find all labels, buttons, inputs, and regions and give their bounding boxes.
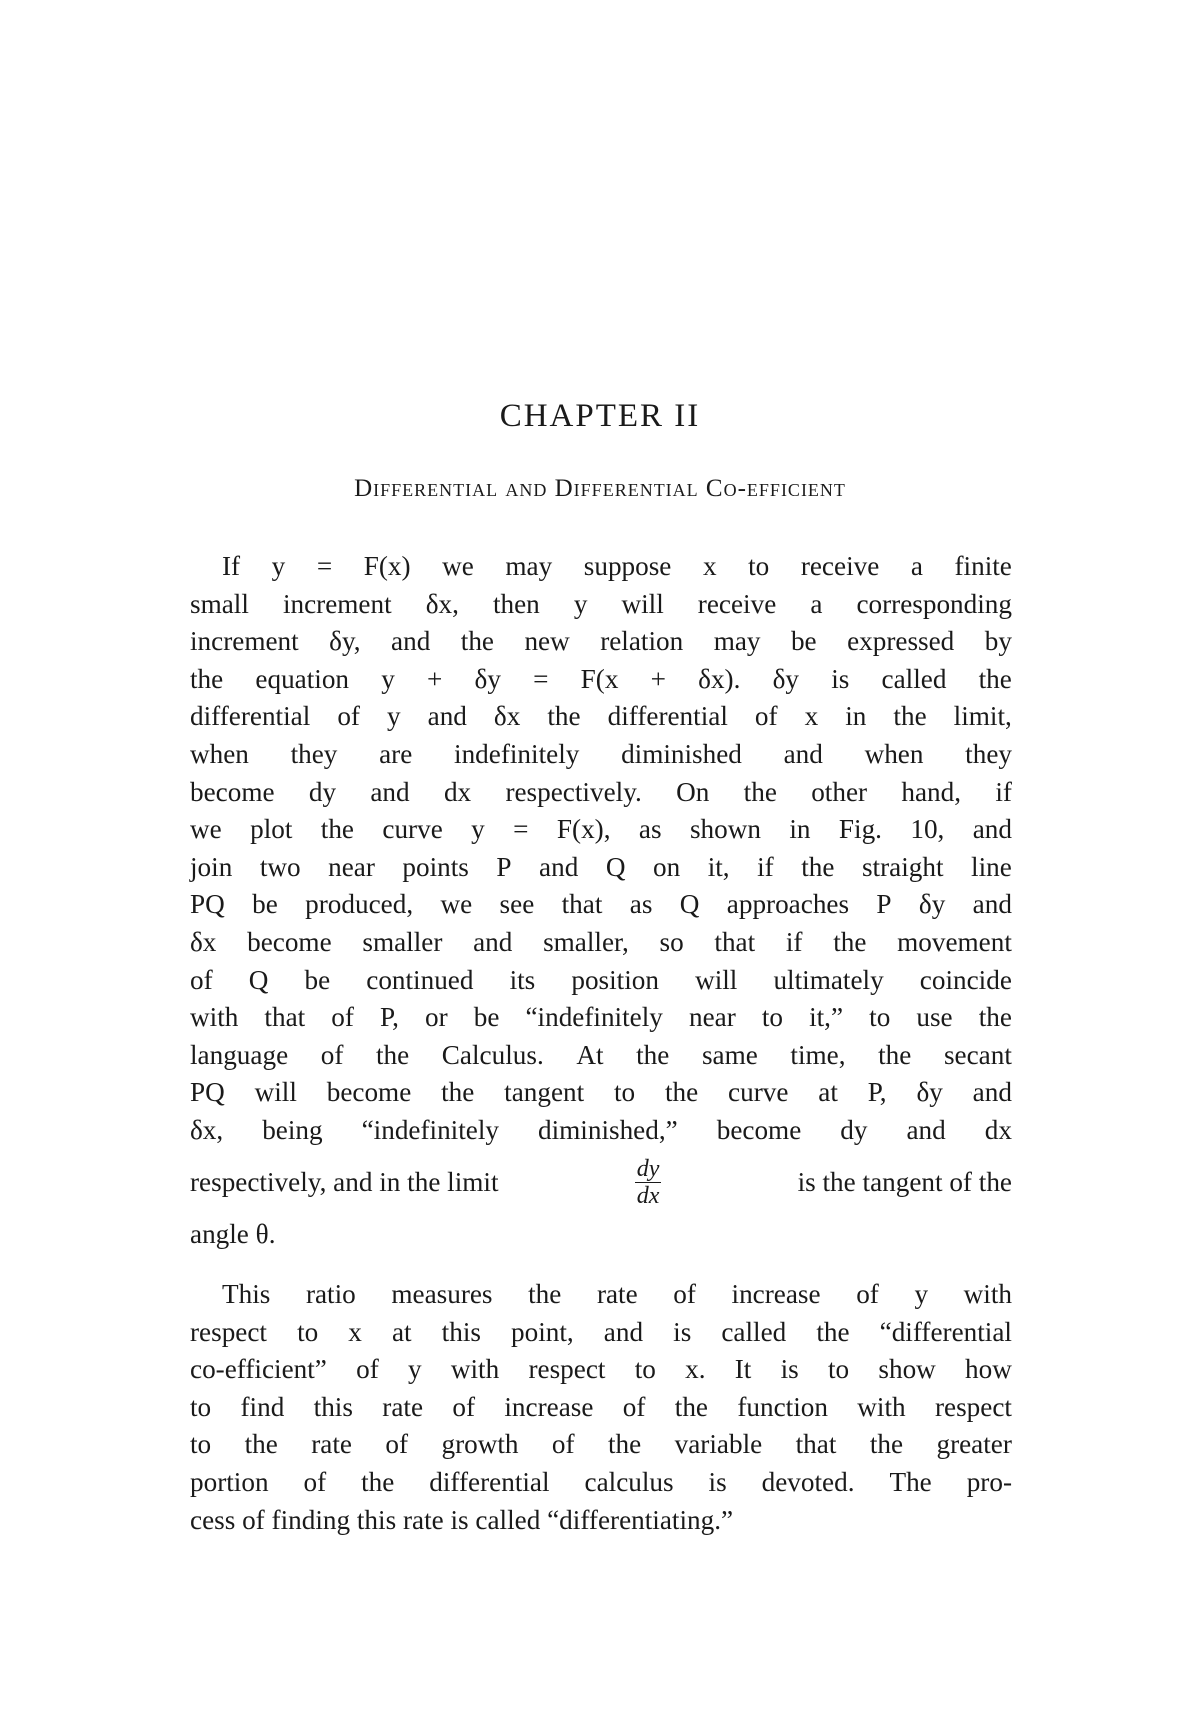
word: “differential: [879, 1316, 1012, 1347]
word: the: [636, 1039, 670, 1070]
word: that: [714, 926, 756, 957]
word: dx: [443, 776, 472, 807]
word: increase: [731, 1279, 821, 1309]
word: coincide: [919, 964, 1012, 995]
word: curve: [382, 814, 443, 845]
word: rate: [311, 1429, 352, 1460]
word: near: [688, 1002, 736, 1033]
word: and: [972, 814, 1012, 845]
word: small: [190, 588, 249, 619]
word: At: [576, 1039, 604, 1070]
word: of: [551, 1429, 575, 1460]
word: the: [375, 1039, 410, 1070]
word: Fig.: [838, 814, 882, 845]
text-line: [190, 1426, 1012, 1464]
limit-line-before: respectively, and in the limit: [190, 1166, 499, 1197]
text-line: [190, 1389, 1012, 1427]
word: and: [603, 1316, 644, 1347]
text-line: [190, 1037, 1012, 1075]
word: on: [652, 851, 681, 882]
word: of: [331, 1002, 354, 1033]
word: of: [356, 1354, 379, 1385]
word: the: [528, 1279, 562, 1309]
word: rate: [596, 1279, 638, 1309]
word: variable: [674, 1429, 763, 1460]
word: calculus: [584, 1466, 674, 1497]
word: of: [303, 1466, 327, 1497]
text-line-last: cess of finding this rate is called “differentiating.”: [190, 1504, 734, 1535]
word: increase: [504, 1391, 594, 1422]
word: of: [622, 1391, 646, 1422]
word: the: [664, 1077, 699, 1108]
text-line: [190, 886, 1012, 924]
text-line: [190, 1276, 1012, 1314]
word: Q: [679, 889, 700, 920]
word: the: [244, 1429, 278, 1460]
word: the: [816, 1316, 850, 1347]
word: “indefinitely: [361, 1114, 500, 1145]
word: may: [505, 551, 553, 581]
word: ultimately: [773, 964, 884, 995]
text-line: [190, 586, 1012, 624]
word: Calculus.: [441, 1039, 544, 1070]
word: called: [881, 663, 947, 694]
text-line: [190, 661, 1012, 699]
word: limit,: [953, 701, 1012, 732]
word: or: [425, 1002, 448, 1033]
word: y: [573, 588, 588, 619]
word: they: [965, 738, 1012, 769]
word: respect: [190, 1316, 267, 1347]
word: be: [252, 889, 278, 920]
text-line: [190, 1464, 1012, 1502]
chapter-subtitle: Differential and Differential Co-efficient: [354, 475, 846, 502]
word: be: [790, 626, 817, 657]
word: If: [222, 551, 241, 581]
word: Q: [605, 851, 626, 882]
word: It: [734, 1354, 752, 1385]
word: at: [391, 1316, 412, 1347]
word: and: [427, 701, 467, 732]
text-line: [190, 849, 1012, 887]
word: δy: [474, 663, 501, 694]
text-line: [190, 924, 1012, 962]
word: F(x): [363, 551, 411, 581]
word: x.: [685, 1354, 706, 1385]
word: “indefinitely: [525, 1002, 663, 1033]
word: in: [845, 701, 867, 732]
word: dy: [840, 1114, 868, 1145]
word: P: [496, 851, 512, 882]
word: other: [811, 776, 868, 807]
word: of: [337, 701, 360, 732]
word: diminished: [621, 738, 742, 769]
word: be: [304, 964, 331, 995]
word: the: [978, 663, 1012, 694]
word: dy: [308, 776, 337, 807]
word: to: [297, 1316, 319, 1347]
word: the: [674, 1391, 708, 1422]
word: then: [492, 588, 540, 619]
word: the: [833, 926, 867, 957]
word: the: [869, 1429, 904, 1460]
word: F(x: [580, 663, 619, 694]
word: and: [972, 889, 1012, 920]
word: corresponding: [856, 588, 1012, 619]
word: to: [869, 1002, 891, 1033]
word: y: [271, 551, 286, 581]
word: called: [721, 1316, 787, 1347]
text-line: [190, 962, 1012, 1000]
word: differential: [190, 701, 311, 732]
word: become: [326, 1077, 412, 1108]
word: δx: [493, 701, 521, 732]
word: F(x),: [556, 814, 611, 845]
word: diminished,”: [538, 1114, 678, 1145]
word: The: [889, 1466, 932, 1497]
word: ratio: [305, 1279, 356, 1309]
word: being: [262, 1114, 323, 1145]
word: to: [761, 1002, 783, 1033]
paragraph-1: [190, 548, 1012, 1253]
word: to: [827, 1354, 850, 1385]
limit-line-after: is the tangent of the: [797, 1166, 1012, 1197]
word: become: [190, 776, 275, 807]
word: respectively.: [505, 776, 642, 807]
paragraph-2: [190, 1276, 1012, 1539]
word: position: [571, 964, 659, 995]
chapter-heading: CHAPTER II: [499, 398, 701, 434]
text-line: [190, 736, 1012, 774]
word: greater: [936, 1429, 1012, 1460]
word: growth: [441, 1429, 519, 1460]
word: by: [984, 626, 1012, 657]
word: δx: [190, 926, 217, 957]
word: respect: [528, 1354, 606, 1385]
word: continued: [366, 964, 474, 995]
word: increment: [190, 626, 299, 657]
word: is: [780, 1354, 799, 1385]
word: in: [789, 814, 811, 845]
word: plot: [250, 814, 293, 845]
word: time,: [790, 1039, 846, 1070]
word: y: [914, 1279, 929, 1309]
word: the: [547, 701, 581, 732]
word: δx,: [425, 588, 459, 619]
word: with: [857, 1391, 906, 1422]
word: two: [259, 851, 301, 882]
word: This: [222, 1279, 271, 1309]
word: δy: [916, 1077, 943, 1108]
text-line: [190, 774, 1012, 812]
word: will: [621, 588, 664, 619]
word: point,: [511, 1316, 574, 1347]
word: and: [370, 776, 410, 807]
word: differential: [607, 701, 728, 732]
word: so: [659, 926, 684, 957]
word: smaller: [362, 926, 443, 957]
text-line: [190, 999, 1012, 1037]
word: it,”: [809, 1002, 844, 1033]
word: x: [348, 1316, 362, 1347]
word: that: [561, 889, 603, 920]
word: the: [743, 776, 777, 807]
word: of: [452, 1391, 476, 1422]
word: the: [361, 1466, 395, 1497]
word: its: [509, 964, 536, 995]
word: P,: [867, 1077, 887, 1108]
word: we: [440, 889, 473, 920]
word: are: [379, 738, 413, 769]
word: the: [608, 1429, 642, 1460]
word: tangent: [504, 1077, 585, 1108]
word: =: [316, 551, 333, 581]
word: may: [713, 626, 761, 657]
word: when: [864, 738, 924, 769]
word: the: [320, 814, 354, 845]
text-line: [190, 698, 1012, 736]
text-line: [190, 1314, 1012, 1352]
word: suppose: [583, 551, 672, 581]
word: is: [831, 663, 850, 694]
word: will: [254, 1077, 297, 1108]
word: with: [450, 1354, 500, 1385]
word: x: [702, 551, 717, 581]
word: that: [264, 1002, 306, 1033]
word: relation: [600, 626, 684, 657]
word: show: [878, 1354, 936, 1385]
word: pro-: [966, 1466, 1012, 1497]
word: portion: [190, 1466, 269, 1497]
word: of: [673, 1279, 696, 1309]
limit-line: [190, 1156, 1012, 1210]
word: δy: [918, 889, 946, 920]
word: of: [385, 1429, 409, 1460]
word: join: [190, 851, 233, 882]
word: if: [785, 926, 803, 957]
word: that: [795, 1429, 837, 1460]
word: to: [190, 1391, 212, 1422]
word: +: [650, 663, 666, 694]
word: will: [695, 964, 738, 995]
word: if: [995, 776, 1012, 807]
word: a: [810, 588, 823, 619]
word: and: [906, 1114, 946, 1145]
word: +: [427, 663, 443, 694]
dy-dx-fraction: [635, 1156, 662, 1209]
word: points: [402, 851, 469, 882]
word: Q: [248, 964, 269, 995]
word: if: [757, 851, 774, 882]
word: approaches: [726, 889, 850, 920]
word: to: [748, 551, 770, 581]
word: a: [910, 551, 923, 581]
word: PQ: [190, 1077, 225, 1108]
word: y: [471, 814, 485, 845]
word: δx,: [190, 1114, 224, 1145]
word: δy,: [329, 626, 361, 657]
word: and: [539, 851, 579, 882]
text-line: [190, 623, 1012, 661]
word: how: [965, 1354, 1012, 1385]
word: become: [247, 926, 332, 957]
text-line: [190, 548, 1012, 586]
word: =: [533, 663, 549, 694]
word: increment: [282, 588, 392, 619]
word: as: [638, 814, 662, 845]
word: dx: [984, 1114, 1012, 1145]
word: y: [387, 701, 401, 732]
word: differential: [429, 1466, 550, 1497]
word: to: [614, 1077, 636, 1108]
word: P: [876, 889, 892, 920]
word: of: [320, 1039, 344, 1070]
word: at: [818, 1077, 838, 1108]
word: produced,: [305, 889, 414, 920]
word: with: [963, 1279, 1012, 1309]
text-line: [190, 1112, 1012, 1150]
word: to: [634, 1354, 656, 1385]
word: shown: [689, 814, 761, 845]
word: the: [190, 663, 224, 694]
word: curve: [728, 1077, 789, 1108]
word: language: [190, 1039, 289, 1070]
word: movement: [897, 926, 1012, 957]
word: line: [971, 851, 1012, 882]
text-line: [190, 811, 1012, 849]
word: respect: [934, 1391, 1012, 1422]
word: new: [524, 626, 570, 657]
fraction-denominator: dx: [636, 1183, 660, 1209]
word: the: [441, 1077, 475, 1108]
word: be: [473, 1002, 500, 1033]
word: the: [878, 1039, 912, 1070]
word: On: [676, 776, 710, 807]
word: y: [408, 1354, 422, 1385]
word: they: [290, 738, 338, 769]
word: function: [737, 1391, 828, 1422]
word: PQ: [190, 889, 225, 920]
word: secant: [943, 1039, 1012, 1070]
word: it,: [707, 851, 730, 882]
word: receive: [800, 551, 880, 581]
word: with: [190, 1002, 239, 1033]
word: measures: [391, 1279, 493, 1309]
word: we: [442, 551, 474, 581]
word: y: [381, 663, 395, 694]
word: smaller,: [543, 926, 629, 957]
text-line: [190, 1074, 1012, 1112]
word: δy: [772, 663, 800, 694]
word: and: [391, 626, 431, 657]
word: expressed: [847, 626, 955, 657]
word: of: [856, 1279, 879, 1309]
word: use: [916, 1002, 953, 1033]
word: the: [978, 1002, 1012, 1033]
word: to: [190, 1429, 212, 1460]
word: find: [240, 1391, 285, 1422]
word: see: [499, 889, 535, 920]
word: and: [783, 738, 823, 769]
word: of: [754, 701, 778, 732]
word: receive: [697, 588, 777, 619]
word: indefinitely: [454, 738, 580, 769]
word: hand,: [901, 776, 962, 807]
word: the: [460, 626, 494, 657]
word: 10,: [910, 814, 945, 845]
word: as: [629, 889, 653, 920]
word: the: [801, 851, 835, 882]
word: this: [313, 1391, 353, 1422]
word: finite: [954, 551, 1012, 581]
word: =: [513, 814, 529, 845]
word: is: [673, 1316, 692, 1347]
word: the: [893, 701, 927, 732]
word: rate: [382, 1391, 424, 1422]
word: is: [708, 1466, 727, 1497]
word: devoted.: [761, 1466, 855, 1497]
word: and: [972, 1077, 1012, 1108]
text-line: [190, 1351, 1012, 1389]
word: near: [328, 851, 375, 882]
word: when: [190, 738, 249, 769]
word: δx).: [698, 663, 741, 694]
fraction-numerator: dy: [636, 1156, 660, 1182]
word: equation: [255, 663, 350, 694]
word: this: [441, 1316, 481, 1347]
word: become: [716, 1114, 802, 1145]
word: straight: [861, 851, 944, 882]
word: co-efficient”: [190, 1354, 327, 1385]
word: same: [701, 1039, 758, 1070]
word: P,: [380, 1002, 399, 1033]
word: x: [804, 701, 819, 732]
text-line-last: angle θ.: [190, 1218, 276, 1249]
word: we: [190, 814, 222, 845]
word: of: [190, 964, 213, 995]
word: and: [473, 926, 513, 957]
